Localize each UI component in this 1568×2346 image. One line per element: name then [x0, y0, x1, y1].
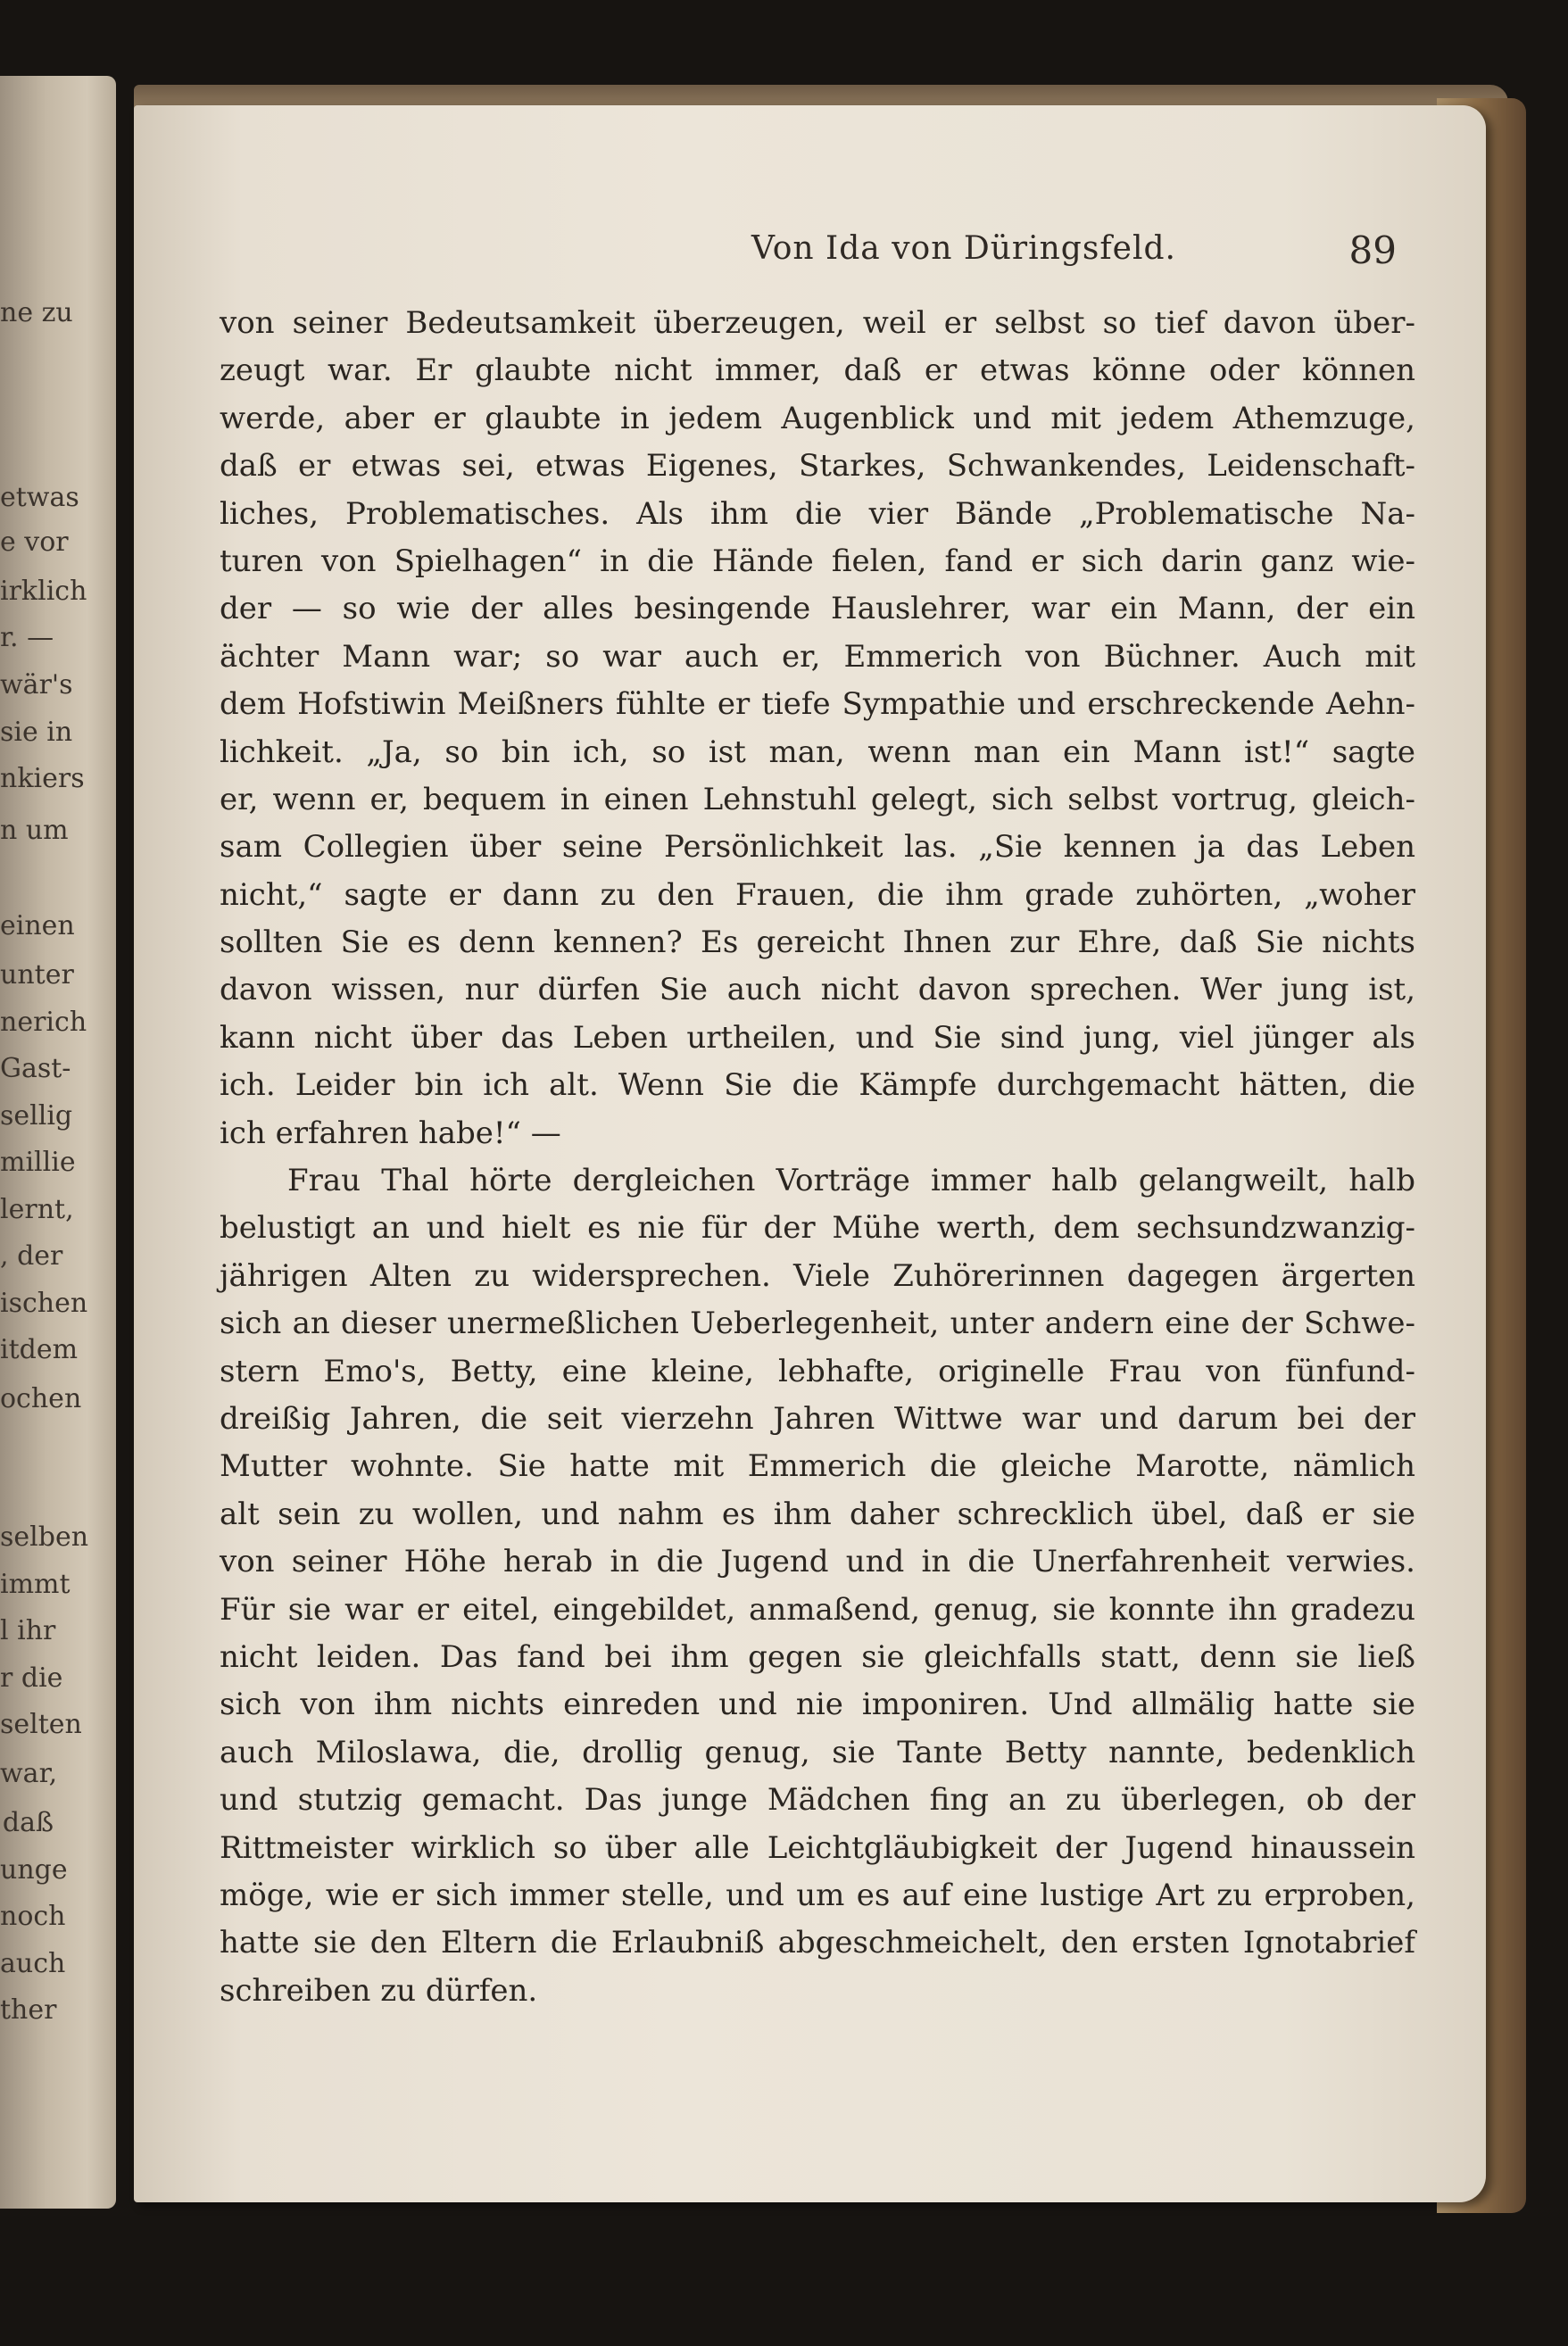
text-line: dem Hofstiwin Meißners fühlte er tiefe Sympathie und erschreckende Aehn-	[220, 686, 1415, 723]
left-page-text-fragment: unter	[0, 959, 74, 991]
text-line: belustigt an und hielt es nie für der Mühe werth, dem sechsundzwanzig-	[220, 1210, 1415, 1247]
text-line: schreiben zu dürfen.	[220, 1972, 538, 2009]
left-page-text-fragment: war,	[0, 1758, 58, 1789]
left-page-text-fragment: nkiers	[0, 763, 85, 794]
left-page-text-fragment: irklich	[0, 576, 87, 607]
text-line: stern Emo's, Betty, eine kleine, lebhafte, originelle Frau von fünfund-	[220, 1353, 1415, 1389]
left-page-text-fragment: e vor	[0, 526, 69, 558]
text-line: ächter Mann war; so war auch er, Emmerich von Büchner. Auch mit	[220, 638, 1415, 675]
left-page-text-fragment: auch	[0, 1948, 66, 1979]
text-line: jährigen Alten zu widersprechen. Viele Zuhörerinnen dagegen ärgerten	[220, 1257, 1415, 1294]
text-line: auch Miloslawa, die, drollig genug, sie Tante Betty nannte, bedenklich	[220, 1734, 1415, 1770]
text-line: ich. Leider bin ich alt. Wenn Sie die Kämpfe durchgemacht hätten, die	[220, 1067, 1415, 1104]
text-line: zeugt war. Er glaubte nicht immer, daß er etwas könne oder können	[220, 352, 1415, 389]
left-page-text-fragment: ther	[0, 1994, 57, 2026]
text-line: er, wenn er, bequem in einen Lehnstuhl gelegt, sich selbst vortrug, gleich-	[220, 781, 1415, 817]
text-line: Rittmeister wirklich so über alle Leichtgläubigkeit der Jugend hinaussein	[220, 1829, 1415, 1866]
text-line: dreißig Jahren, die seit vierzehn Jahren Wittwe war und darum bei der	[220, 1400, 1415, 1437]
left-page-text-fragment: wär's	[0, 669, 73, 700]
text-line: von seiner Bedeutsamkeit überzeugen, weil er selbst so tief davon über-	[220, 305, 1415, 341]
left-page-text-fragment: noch	[0, 1901, 66, 1932]
left-page-text-fragment: sie in	[0, 717, 73, 748]
left-page-text-fragment: etwas	[0, 482, 79, 513]
text-line: der — so wie der alles besingende Hauslehrer, war ein Mann, der ein	[220, 591, 1415, 627]
left-page-text-fragment: ischen	[0, 1288, 88, 1319]
text-line: lichkeit. „Ja, so bin ich, so ist man, wenn man ein Mann ist!“ sagte	[220, 734, 1415, 770]
left-page-text-fragment: r. —	[0, 622, 54, 653]
text-line: davon wissen, nur dürfen Sie auch nicht davon sprechen. Wer jung ist,	[220, 972, 1415, 1008]
left-page-text-fragment: sellig	[0, 1100, 73, 1132]
left-page-text-fragment: l ihr	[0, 1615, 56, 1646]
left-page-edge	[0, 76, 116, 2209]
text-line: sich von ihm nichts einreden und nie imponiren. Und allmälig hatte sie	[220, 1687, 1415, 1723]
text-line: nicht,“ sagte er dann zu den Frauen, die ihm grade zuhörten, „woher	[220, 876, 1415, 913]
text-line: sich an dieser unermeßlichen Ueberlegenheit, unter andern eine der Schwe-	[220, 1306, 1415, 1342]
running-title: Von Ida von Düringsfeld.	[751, 230, 1176, 267]
text-line: liches, Problematisches. Als ihm die vier Bände „Problematische Na-	[220, 495, 1415, 532]
left-page-text-fragment: millie	[0, 1147, 76, 1178]
left-page-text-fragment: selben	[0, 1521, 89, 1553]
text-line: möge, wie er sich immer stelle, und um es auf eine lustige Art zu erproben,	[220, 1877, 1415, 1913]
text-line: werde, aber er glaubte in jedem Augenblick und mit jedem Athemzuge,	[220, 400, 1415, 436]
text-line: Frau Thal hörte dergleichen Vorträge immer halb gelangweilt, halb	[287, 1163, 1415, 1199]
text-line: kann nicht über das Leben urtheilen, und Sie sind jung, viel jünger als	[220, 1019, 1415, 1056]
text-line: sollten Sie es denn kennen? Es gereicht Ihnen zur Ehre, daß Sie nichts	[220, 924, 1415, 961]
left-page-text-fragment: daß	[2, 1807, 54, 1838]
left-page-text-fragment: ochen	[0, 1383, 82, 1414]
body-text	[220, 300, 1415, 2015]
text-line: Für sie war er eitel, eingebildet, anmaßend, genug, sie konnte ihn gradezu	[220, 1591, 1415, 1628]
left-page-text-fragment: n um	[0, 815, 69, 846]
left-page-text-fragment: itdem	[0, 1334, 79, 1365]
page-number: 89	[1348, 228, 1397, 272]
text-line: turen von Spielhagen“ in die Hände fielen, fand er sich darin ganz wie-	[220, 543, 1415, 579]
text-line: sam Collegien über seine Persönlichkeit las. „Sie kennen ja das Leben	[220, 829, 1415, 866]
left-page-text-fragment: r die	[0, 1662, 63, 1694]
left-page-text-fragment: selten	[0, 1709, 82, 1740]
left-page-text-fragment: immt	[0, 1569, 71, 1600]
left-page-text-fragment: unge	[0, 1854, 68, 1886]
book-page	[134, 105, 1486, 2202]
left-page-text-fragment: ne zu	[0, 297, 73, 328]
left-page-text-fragment: einen	[0, 910, 75, 941]
text-line: daß er etwas sei, etwas Eigenes, Starkes, Schwankendes, Leidenschaft-	[220, 448, 1415, 485]
text-line: alt sein zu wollen, und nahm es ihm daher schrecklich übel, daß er sie	[220, 1496, 1415, 1532]
left-page-text-fragment: , der	[0, 1240, 63, 1272]
text-line: nicht leiden. Das fand bei ihm gegen sie gleichfalls statt, denn sie ließ	[220, 1638, 1415, 1675]
left-page-text-fragment: lernt,	[0, 1194, 74, 1225]
text-line: ich erfahren habe!“ —	[220, 1115, 561, 1151]
text-line: Mutter wohnte. Sie hatte mit Emmerich die gleiche Marotte, nämlich	[220, 1448, 1415, 1485]
text-line: und stutzig gemacht. Das junge Mädchen fing an zu überlegen, ob der	[220, 1782, 1415, 1819]
left-page-text-fragment: Gast-	[0, 1053, 71, 1084]
text-line: von seiner Höhe herab in die Jugend und in die Unerfahrenheit verwies.	[220, 1544, 1415, 1580]
text-line: hatte sie den Eltern die Erlaubniß abgeschmeichelt, den ersten Ignotabrief	[220, 1925, 1415, 1961]
left-page-text-fragment: nerich	[0, 1007, 87, 1038]
